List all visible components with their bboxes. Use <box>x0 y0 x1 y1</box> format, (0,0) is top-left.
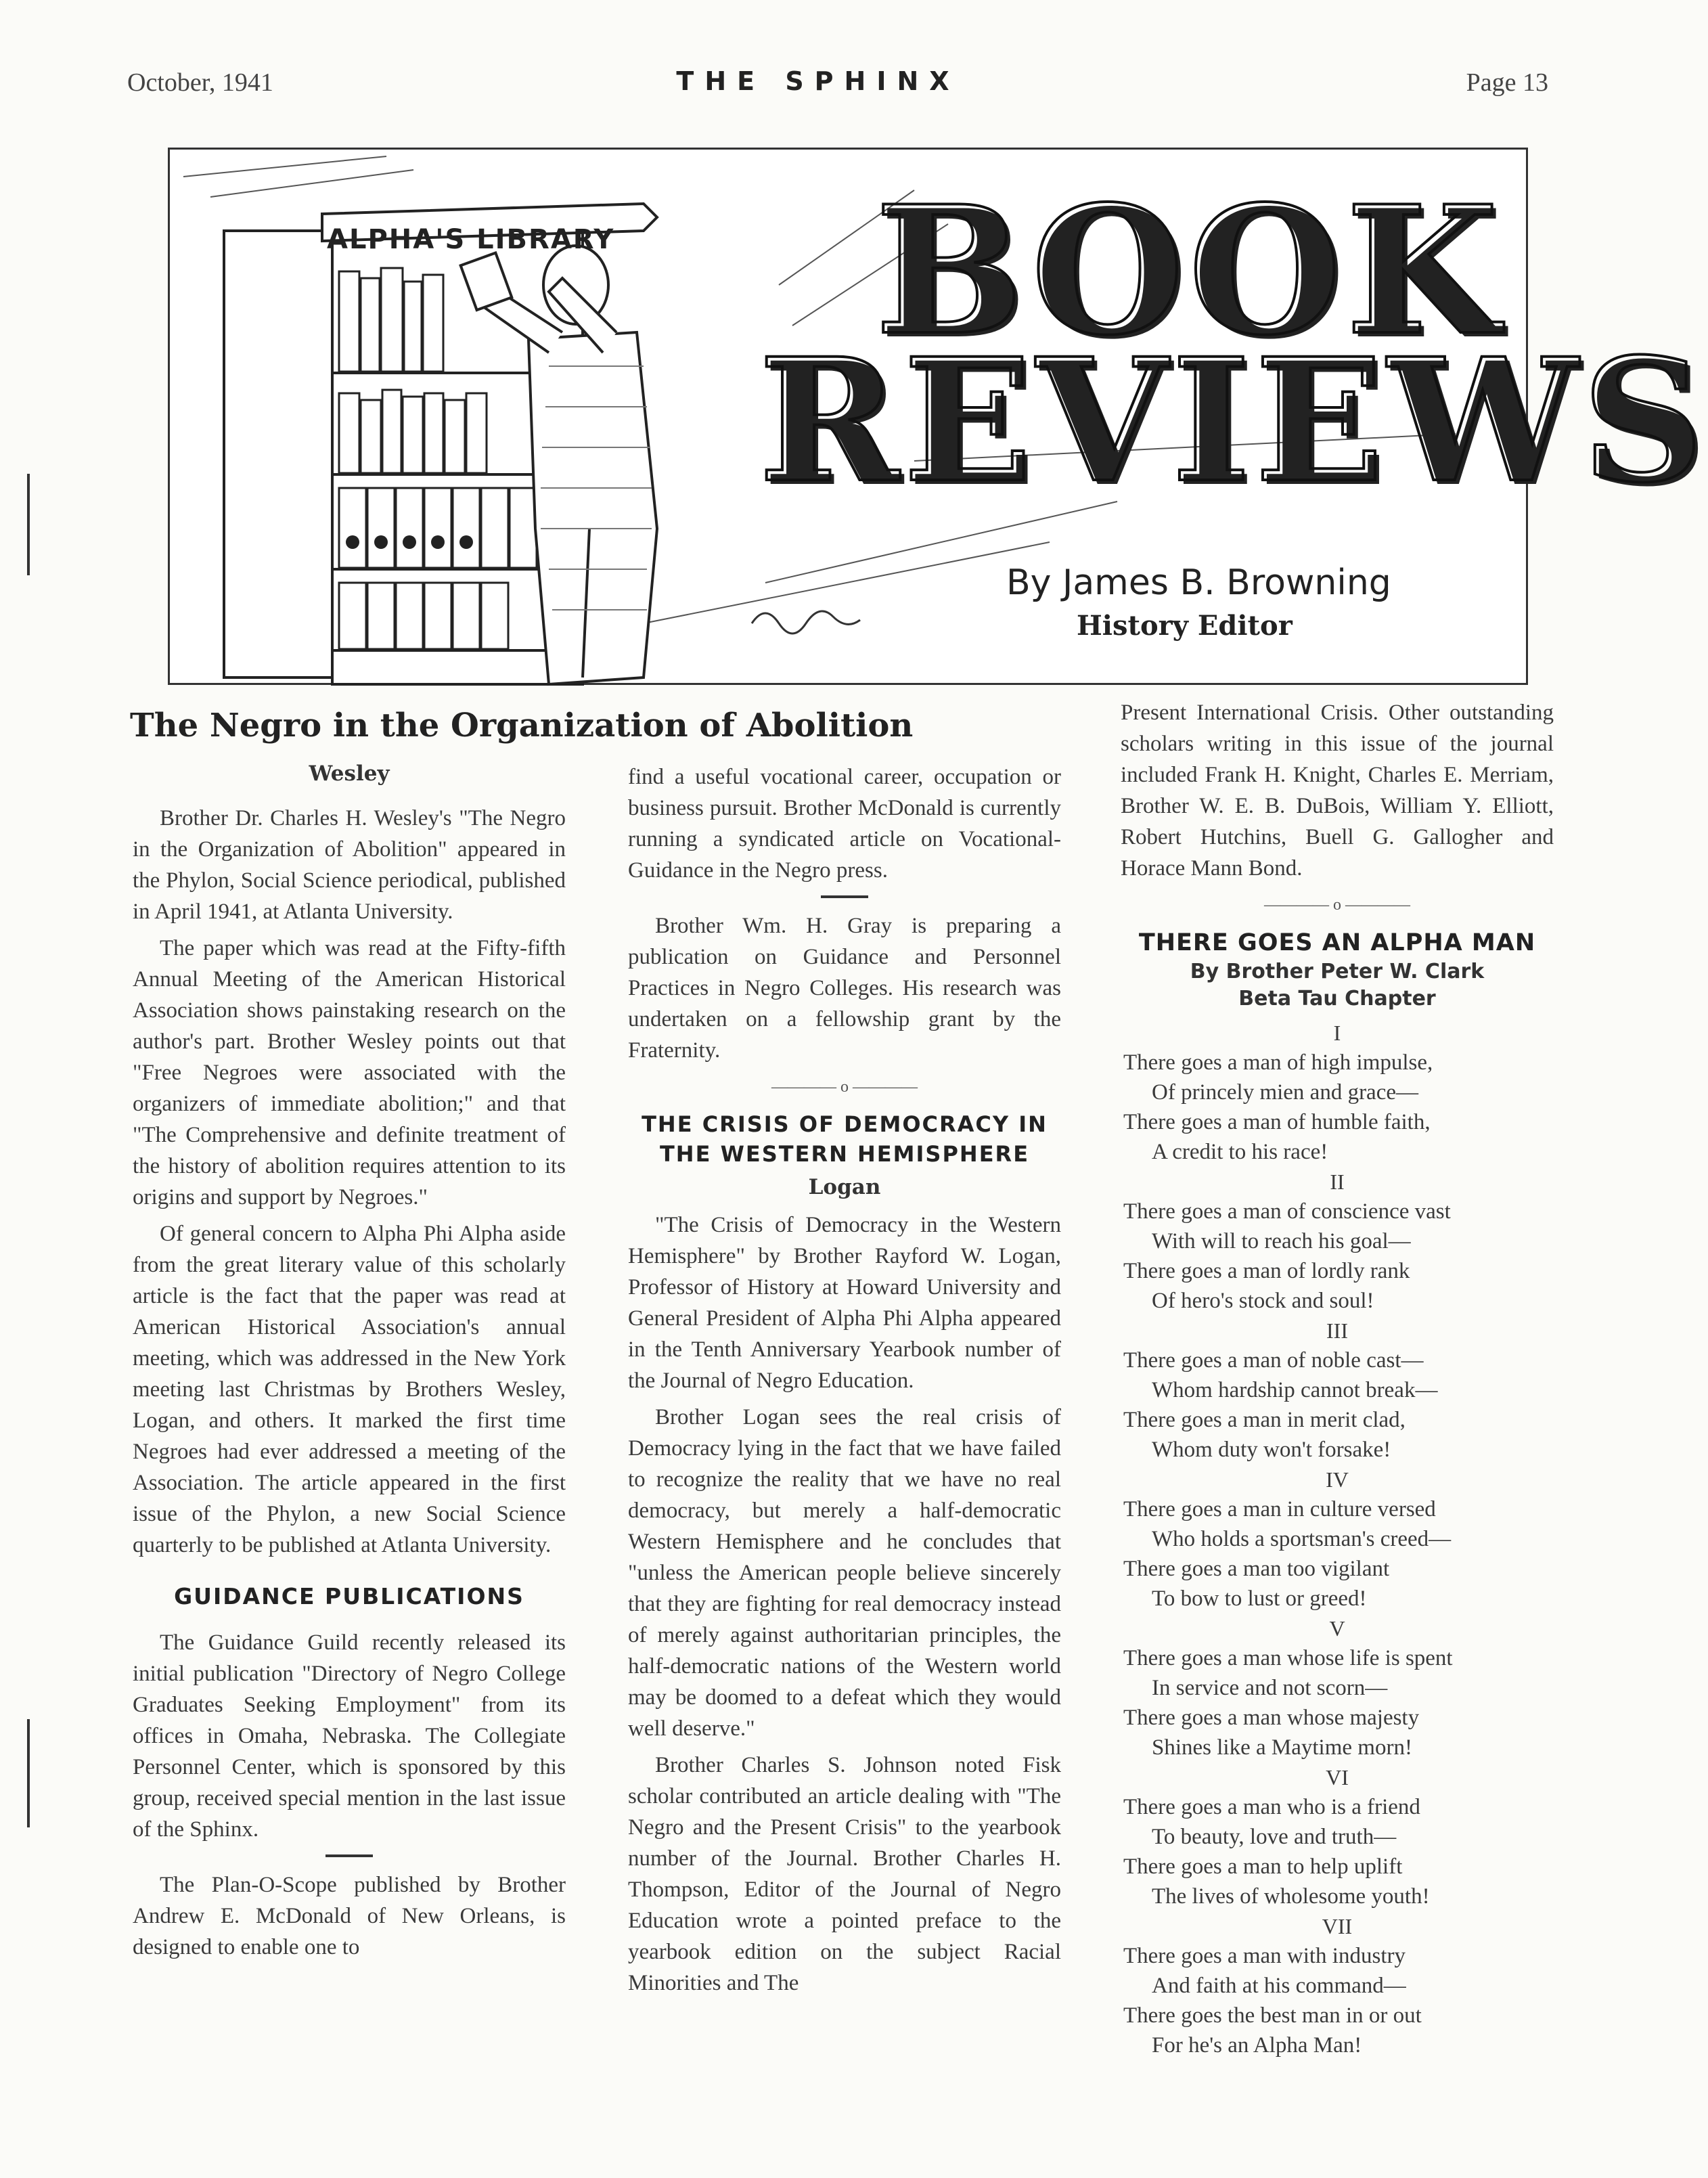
banner-role: History Editor <box>1077 610 1293 642</box>
page-number: Page 13 <box>1466 68 1548 97</box>
library-sign: ALPHA'S LIBRARY <box>327 224 615 255</box>
paragraph: The Guidance Guild recently released its initial publication "Directory of Negro College Graduates Seeking Employment" from its offices in Omaha, Nebraska. The Collegiate Personnel Center, which is sponsored by this group, received special mention in the last issue of the Sphinx. <box>133 1630 566 1842</box>
stanza-number: VII <box>1322 1914 1353 1938</box>
poem-title: THERE GOES AN ALPHA MAN <box>1138 929 1536 956</box>
section-heading: GUIDANCE PUBLICATIONS <box>174 1583 524 1609</box>
column-2 <box>628 761 1061 1999</box>
article-title: The Negro in the Organization of Abolition <box>130 707 914 744</box>
stanza-number: V <box>1329 1616 1345 1641</box>
banner-byline: By James B. Browning <box>1006 562 1391 603</box>
stanza <box>1121 1614 1554 1762</box>
section-heading: THE CRISIS OF DEMOCRACY IN THE WESTERN HEMISPHERE <box>642 1111 1048 1167</box>
poem-line: Of princely mien and grace— <box>1152 1080 1419 1105</box>
poem-line: There goes a man of lordly rank <box>1123 1259 1410 1283</box>
paragraph: Of general concern to Alpha Phi Alpha aside from the great literary value of this scholarly article is the fact that the paper was read at American Historical Association's annual meeting, which was addressed in the New York meeting last Christmas by Brothers Wesley, Logan, and others. It marked the first time Negroes had ever addressed a meeting of the Association. The article appeared in the first issue of the Phylon, a new Social Science quarterly to be published at Atlanta University. <box>133 1222 566 1557</box>
poem-line: Whom duty won't forsake! <box>1152 1438 1391 1462</box>
section-divider <box>821 895 868 898</box>
poem-line: There goes a man to help uplift <box>1123 1854 1403 1879</box>
poem-line: With will to reach his goal— <box>1152 1229 1411 1253</box>
stanza <box>1121 1018 1554 1167</box>
stanza <box>1121 1465 1554 1614</box>
poem-line: In service and not scorn— <box>1152 1676 1388 1700</box>
article-subhead: Wesley <box>309 761 390 786</box>
stanza-number: II <box>1330 1170 1345 1194</box>
poem-line: To beauty, love and truth— <box>1152 1825 1397 1849</box>
stanza <box>1121 1762 1554 1911</box>
ornament-rule: ———— o ———— <box>1264 896 1410 914</box>
poem-line: There goes a man of conscience vast <box>1123 1199 1451 1224</box>
stanza <box>1121 1167 1554 1316</box>
column-3 <box>1121 697 1554 2060</box>
poem-chapter: Beta Tau Chapter <box>1238 987 1436 1010</box>
poem-line: There goes a man too vigilant <box>1123 1557 1390 1581</box>
poem-line: Who holds a sportsman's creed— <box>1152 1527 1452 1551</box>
poem-line: There goes a man of humble faith, <box>1123 1110 1431 1134</box>
poem-line: There goes a man whose majesty <box>1123 1706 1420 1730</box>
binding-mark <box>27 474 30 575</box>
banner-title-reviews: REVIEWS <box>759 321 1708 520</box>
stanza-number: III <box>1326 1318 1348 1343</box>
poem-line: There goes a man of noble cast— <box>1123 1348 1424 1373</box>
poem-line: And faith at his command— <box>1152 1974 1406 1998</box>
stanza-number: IV <box>1326 1467 1349 1492</box>
paragraph: find a useful vocational career, occupation or business pursuit. Brother McDonald is currently running a syndicated article on Vocational-Guidance in the Negro press. <box>628 765 1061 883</box>
poem <box>1121 1018 1554 2060</box>
ornament-mark: o <box>840 1078 849 1096</box>
paragraph: The Plan-O-Scope published by Brother Andrew E. McDonald of New Orleans, is designed to enable one to <box>133 1873 566 1959</box>
poem-line: There goes a man with industry <box>1123 1944 1406 1968</box>
magazine-title: THE SPHINX <box>676 66 960 96</box>
poem-line: There goes the best man in or out <box>1123 2003 1422 2028</box>
section-divider <box>325 1854 373 1857</box>
poem-line: There goes a man in merit clad, <box>1123 1408 1406 1432</box>
section-subhead: Logan <box>808 1175 881 1199</box>
poem-author: By Brother Peter W. Clark <box>1190 960 1485 983</box>
paragraph: Present International Crisis. Other outstanding scholars writing in this issue of the journal included Frank H. Knight, Charles E. Merriam, Brother W. E. B. DuBois, William Y. Elliott, Robert Hutchins, Buell G. Gallogher and Horace Mann Bond. <box>1121 701 1554 881</box>
stanza <box>1121 1316 1554 1465</box>
poem-line: Of hero's stock and soul! <box>1152 1289 1374 1313</box>
poem-line: A credit to his race! <box>1152 1140 1328 1164</box>
book-reviews-banner <box>168 148 1708 685</box>
binding-mark <box>27 1719 30 1827</box>
poem-line: There goes a man in culture versed <box>1123 1497 1436 1521</box>
poem-line: Whom hardship cannot break— <box>1152 1378 1438 1402</box>
paragraph: "The Crisis of Democracy in the Western Hemisphere" by Brother Rayford W. Logan, Professor of History at Howard University and General President of Alpha Phi Alpha appeared in the Tenth Anniversary Yearbook number of the Journal of Negro Education. <box>628 1213 1061 1393</box>
poem-line: Shines like a Maytime morn! <box>1152 1735 1412 1760</box>
banner-title-book: BOOK <box>875 168 1503 374</box>
ornament-rule: ———— o ———— <box>771 1078 918 1096</box>
poem-line: The lives of wholesome youth! <box>1152 1884 1430 1909</box>
poem-line: There goes a man whose life is spent <box>1123 1646 1453 1670</box>
stanza-number: VI <box>1326 1765 1349 1790</box>
ornament-mark: o <box>1333 896 1341 914</box>
poem-line: For he's an Alpha Man! <box>1152 2033 1362 2058</box>
paragraph: Brother Charles S. Johnson noted Fisk scholar contributed an article dealing with "The Negro and the Present Crisis" to the yearbook number of the Journal. Brother Charles H. Thompson, Editor of the Journal of Negro Education wrote a pointed preface to the yearbook edition on the subject Racial Minorities and The <box>628 1753 1061 1995</box>
paragraph: Brother Dr. Charles H. Wesley's "The Negro in the Organization of Abolition" appeared in the Phylon, Social Science periodical, published in April 1941, at Atlanta University. <box>133 806 566 924</box>
poem-line: There goes a man of high impulse, <box>1123 1050 1433 1075</box>
stanza <box>1121 1911 1554 2060</box>
paragraph: Brother Logan sees the real crisis of Democracy lying in the fact that we have failed to recognize the reality that we have no real democracy, but merely a half-democratic Western Hemisphere and he concludes that "unless the American people believe sincerely that they are fighting for real democracy instead of merely against authoritarian principles, the half-democratic nations of the Western world may be doomed to a defeat which they would well deserve." <box>628 1405 1061 1741</box>
column-1 <box>133 758 566 1963</box>
paragraph: Brother Wm. H. Gray is preparing a publication on Guidance and Personnel Practices in Negro Colleges. His research was undertaken on a fellowship grant by the Fraternity. <box>628 914 1061 1063</box>
issue-date: October, 1941 <box>127 68 273 97</box>
poem-line: There goes a man who is a friend <box>1123 1795 1420 1819</box>
poem-line: To bow to lust or greed! <box>1152 1586 1367 1611</box>
paragraph: The paper which was read at the Fifty-fifth Annual Meeting of the American Historical Association shows painstaking research on the author's part. Brother Wesley points out that "Free Negroes were associated with the organizers of immediate abolition;" and that "The Comprehensive and definite treatment of the history of abolition requires attention to its origins and support by Negroes." <box>133 936 566 1209</box>
stanza-number: I <box>1333 1021 1341 1045</box>
